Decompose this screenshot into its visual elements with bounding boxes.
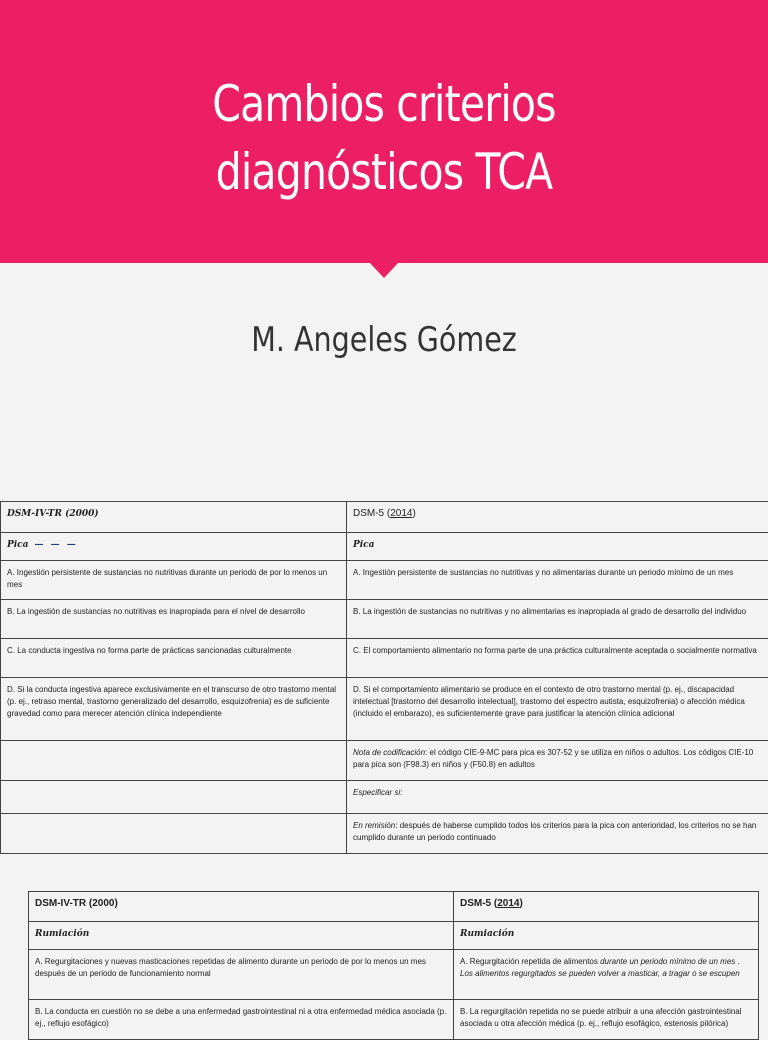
title-line-1: Cambios criterios bbox=[212, 75, 555, 133]
author-name: M. Angeles Gómez bbox=[61, 318, 706, 362]
year-link[interactable]: 2014 bbox=[390, 508, 412, 519]
section-title-left: Pica — — — bbox=[1, 533, 347, 561]
dsm-5-header: DSM-5 (2014) bbox=[454, 892, 759, 922]
title-line-2: diagnósticos TCA bbox=[216, 143, 553, 201]
criterion-d-dsm-5: D. Si el comportamiento alimentario se produce en el contexto de otro trastorno mental (p. ej., discapacidad intelectual [trastorno del desarrollo intelectual], trastorno del espectro autista, esquizofrenia) o afección médica (incluido el embarazo), es suficientemente grave para justificar la atención clínica adicional bbox=[347, 678, 768, 741]
criterion-a-dsm-5: A. Regurgitación repetida de alimentos durante un periodo mínimo de un mes . Los alimentos regurgitados se pueden volver a masticar, a tragar o se escupen bbox=[454, 950, 759, 1000]
coding-note: Nota de codificación: el código CIE-9-MC para pica es 307-52 y se utiliza en niños o adultos. Los códigos CIE-10 para pica son (F98.3) en niños y (F50.8) en adultos bbox=[347, 741, 768, 781]
slide-title bbox=[69, 70, 699, 206]
empty-cell bbox=[1, 814, 347, 854]
criterion-b-dsm-5: B. La regurgitación repetida no se puede atribuir a una afección gastrointestinal asociada u otra afección médica (p. ej., reflujo esofágico, estenosis pilórica) bbox=[454, 1000, 759, 1040]
criterion-c-dsm-iv: C. La conducta ingestiva no forma parte de prácticas sancionadas culturalmente bbox=[1, 639, 347, 678]
criterion-b-dsm-iv: B. La conducta en cuestión no se debe a una enfermedad gastrointestinal ni a otra enfermedad médica asociada (p. ej., reflujo esofágico) bbox=[29, 1000, 454, 1040]
dsm-iv-header: DSM-IV-TR (2000) bbox=[1, 502, 347, 533]
specify-label: Especificar si: bbox=[347, 781, 768, 814]
pica-comparison-table bbox=[0, 501, 768, 854]
criterion-a-dsm-5: A. Ingestión persistente de sustancias no nutritivas y no alimentarias durante un periodo mínimo de un mes bbox=[347, 561, 768, 600]
banner-notch bbox=[369, 262, 399, 278]
empty-cell bbox=[1, 741, 347, 781]
criterion-c-dsm-5: C. El comportamiento alimentario no forma parte de una práctica culturalmente aceptada o socialmente normativa bbox=[347, 639, 768, 678]
criterion-d-dsm-iv: D. Si la conducta ingestiva aparece exclusivamente en el transcurso de otro trastorno mental (p. ej., retraso mental, trastorno generalizado del desarrollo, esquizofrenia) es de suficiente gravedad como para merecer atención clínica independiente bbox=[1, 678, 347, 741]
criterion-a-dsm-iv: A. Regurgitaciones y nuevas masticaciones repetidas de alimento durante un periodo de por lo menos un mes después de un periodo de funcionamiento normal bbox=[29, 950, 454, 1000]
section-title-right: Rumiación bbox=[454, 922, 759, 950]
criterion-a-dsm-iv: A. Ingestión persistente de sustancias no nutritivas durante un periodo de por lo menos un mes bbox=[1, 561, 347, 600]
dsm-5-header: DSM-5 (2014) bbox=[347, 502, 768, 533]
section-title-right: Pica bbox=[347, 533, 768, 561]
section-title-left: Rumiación bbox=[29, 922, 454, 950]
criterion-b-dsm-iv: B. La ingestión de sustancias no nutritivas es inapropiada para el nivel de desarrollo bbox=[1, 600, 347, 639]
remission-note: En remisión: después de haberse cumplido todos los criterios para la pica con anterioridad, los criterios no se han cumplido durante un periodo continuado bbox=[347, 814, 768, 854]
year-link[interactable]: 2014 bbox=[497, 898, 519, 909]
criterion-b-dsm-5: B. La ingestión de sustancias no nutritivas y no alimentarias es inapropiada al grado de desarrollo del individuo bbox=[347, 600, 768, 639]
rumiacion-comparison-table bbox=[28, 891, 759, 1040]
empty-cell bbox=[1, 781, 347, 814]
dsm-iv-header: DSM-IV-TR (2000) bbox=[29, 892, 454, 922]
dash-marks: — — — bbox=[35, 540, 78, 550]
